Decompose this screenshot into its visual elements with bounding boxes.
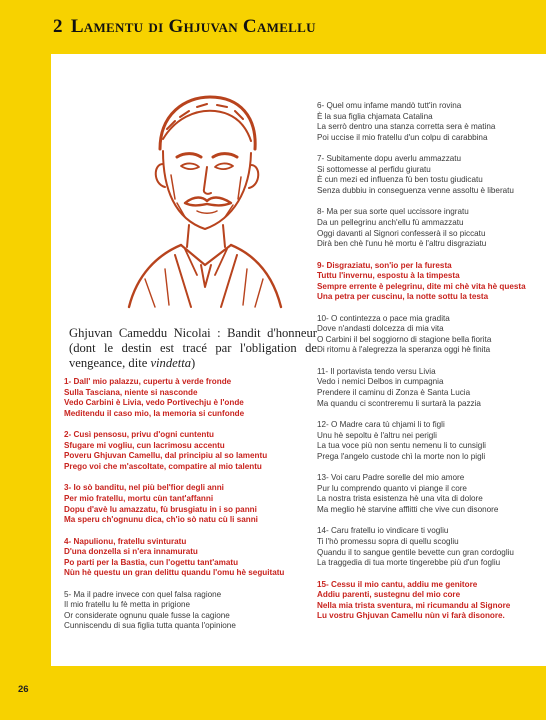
lyric-line: Si sottomesse al perfidu giuratu bbox=[317, 164, 431, 174]
lyric-line: Il mio fratellu lu fè metta in prigione bbox=[64, 600, 190, 610]
lyric-line: 2- Cusì pensosu, privu d'ogni cuntentu bbox=[64, 430, 214, 440]
lyric-line: La nostra trista esistenza hè una vita di dolore bbox=[317, 494, 483, 504]
lyric-line: Meditendu il caso mio, la memoria si cunfonde bbox=[64, 408, 245, 418]
lyric-line: Sempre errente è pelegrinu, dite mi chè vita hè questa bbox=[317, 281, 526, 291]
stanza bbox=[64, 377, 319, 419]
portrait-caption bbox=[69, 326, 317, 371]
caption-text-end: ) bbox=[191, 356, 196, 370]
lyric-line: 6- Quel omu infame mandò tutt'in rovina bbox=[317, 101, 462, 110]
lyric-line: Cunniscendu di sua figlia tutta quanta l'opinione bbox=[64, 621, 236, 631]
lyric-line: Prego voi che m'ascoltate, compatire al mio talentu bbox=[64, 461, 262, 471]
lyric-line: Per mio fratellu, mortu cùn tant'affanni bbox=[64, 493, 214, 503]
lyric-line: Dove n'andasti dolcezza di mia vita bbox=[317, 324, 444, 334]
lyric-line: Poveru Ghjuvan Camellu, dal principiu al so lamentu bbox=[64, 451, 268, 461]
lyrics-column-right bbox=[317, 101, 543, 633]
lyric-line: Vedo Carbini è Livia, vedo Portivechju è l'onde bbox=[64, 398, 244, 408]
lyric-line: La traggedia di tua morte tingerebbe più d'un fogliu bbox=[317, 558, 501, 568]
lyric-line: 10- O contintezza o pace mia gradita bbox=[317, 313, 450, 323]
stanza bbox=[317, 526, 543, 568]
lyric-line: La serrò dentro una stanza corretta sera è matina bbox=[317, 122, 496, 132]
lyric-line: Poi uccise il mio fratellu d'un colpu di carabbina bbox=[317, 132, 488, 142]
stanza bbox=[64, 590, 319, 632]
lyric-line: Nùn hè questu un gran delittu quandu l'omu hè seguitatu bbox=[64, 568, 285, 578]
lyric-line: Ma speru ch'ognunu dica, ch'io sò natu cù li sanni bbox=[64, 515, 258, 525]
stanza bbox=[317, 261, 543, 303]
lyric-line: La tua voce più non sentu nemenu li to cunsigli bbox=[317, 441, 486, 451]
lyric-line: Vedo i nemici Delbos in cumpagnia bbox=[317, 377, 444, 387]
lyric-line: Dirà ben chè l'unu hè mortu è l'altru disgraziatu bbox=[317, 239, 487, 249]
lyric-line: 12- O Madre cara tù chjami li to figli bbox=[317, 420, 445, 430]
lyric-line: 15- Cessu il mio cantu, addiu me genitore bbox=[317, 579, 478, 589]
song-title-text: Lamentu di Ghjuvan Camellu bbox=[70, 16, 316, 37]
portrait-sketch-icon bbox=[105, 79, 300, 309]
lyric-line: Prega l'angelo custode chì la morte non lo pigli bbox=[317, 451, 486, 461]
lyric-line: Senza dubbiu in conseguenza venne assoltu è liberatu bbox=[317, 185, 514, 195]
lyric-line: 5- Ma il padre invece con quel falsa ragione bbox=[64, 589, 222, 599]
page-title bbox=[53, 16, 316, 38]
lyric-line: D'una donzella si n'era innamuratu bbox=[64, 547, 198, 557]
caption-italic: vindetta bbox=[150, 356, 192, 370]
stanza bbox=[317, 473, 543, 515]
lyric-line: 3- Io sò banditu, nel più bel'fior degli anni bbox=[64, 483, 224, 493]
lyric-line: Sfugare mi vogliu, cun lacrimosu accentu bbox=[64, 440, 225, 450]
lyric-line: Dopu d'avè lu amazzatu, fù brusgiatu in i so panni bbox=[64, 504, 257, 514]
stanza bbox=[317, 367, 543, 409]
stanza bbox=[317, 101, 543, 143]
lyric-line: 7- Subitamente dopu averlu ammazzatu bbox=[317, 154, 462, 164]
stanza bbox=[317, 420, 543, 462]
stanza bbox=[317, 154, 543, 196]
stanza bbox=[64, 430, 319, 472]
lyric-line: Una petra per cuscinu, la notte sottu la testa bbox=[317, 292, 489, 302]
lyric-line: Or considerate ognunu quale fusse la cagione bbox=[64, 610, 230, 620]
page-content bbox=[51, 54, 546, 666]
lyric-line: Sulla Tasciana, niente si nasconde bbox=[64, 387, 198, 397]
title-bar bbox=[0, 0, 546, 54]
caption-text: Ghjuvan Cameddu Nicolai : Bandit d'honneur (dont le destin est tracé par l'obligation de vengeance, dite bbox=[69, 326, 317, 370]
lyric-line: Quandu il to sangue gentile bevette cun gran cordogliu bbox=[317, 547, 514, 557]
lyric-line: Ma quandu ci scontreremu li surtarà la pazzia bbox=[317, 398, 481, 408]
lyric-line: 11- Il portavista tendo versu Livia bbox=[317, 366, 436, 376]
lyric-line: Addiu parenti, sustegnu del mio core bbox=[317, 590, 461, 600]
page-number: 26 bbox=[18, 684, 29, 695]
lyric-line: Pur lu comprendo quanto vi piange il core bbox=[317, 483, 467, 493]
lyric-line: 9- Disgraziatu, son'io per la furesta bbox=[317, 260, 452, 270]
lyric-line: Tuttu l'invernu, espostu à la timpesta bbox=[317, 271, 460, 281]
lyric-line: Di ritornu à l'alegrezza la speranza oggi hè finita bbox=[317, 345, 491, 355]
lyric-line: 4- Napulionu, fratellu svinturatu bbox=[64, 536, 187, 546]
lyric-line: Ti l'hò promessu sopra di quellu scogliu bbox=[317, 536, 459, 546]
lyric-line: 1- Dall' mio palazzu, cupertu à verde fronde bbox=[64, 377, 232, 386]
lyric-line: Po parti per la Bastia, cun l'ogettu tant'amatu bbox=[64, 557, 239, 567]
lyric-line: È la sua figlia chjamata Catalina bbox=[317, 111, 433, 121]
stanza bbox=[317, 207, 543, 249]
lyric-line: È cun mezi ed influenza fù ben tostu giudicatu bbox=[317, 175, 483, 185]
lyric-line: Lu vostru Ghjuvan Camellu nùn vi farà disonore. bbox=[317, 611, 505, 621]
lyric-line: Prendere il caminu di Zonza è Santa Lucia bbox=[317, 388, 471, 398]
stanza bbox=[317, 314, 543, 356]
lyric-line: O Carbini il bel soggiorno di stagione bella fiorita bbox=[317, 334, 492, 344]
lyric-line: 8- Ma per sua sorte quel uccissore ingratu bbox=[317, 207, 469, 217]
lyric-line: Oggi davanti al Signori confesserà il so piccatu bbox=[317, 228, 486, 238]
lyric-line: 14- Caru fratellu io vindicare ti vogliu bbox=[317, 526, 449, 536]
lyrics-column-left bbox=[64, 377, 319, 643]
lyric-line: 13- Voi caru Padre sorelle del mio amore bbox=[317, 473, 465, 483]
lyric-line: Nella mia trista sventura, mi ricumandu al Signore bbox=[317, 600, 511, 610]
lyric-line: Ma meglio hè starvine afflitti che vive cun disonore bbox=[317, 504, 499, 514]
song-number: 2 bbox=[53, 16, 63, 37]
lyric-line: Unu hè sepoltu è l'altru nei perigli bbox=[317, 430, 437, 440]
stanza bbox=[317, 580, 543, 622]
stanza bbox=[64, 537, 319, 579]
stanza bbox=[64, 483, 319, 525]
lyric-line: Da un pellegrinu anch'ellu fù ammazzatu bbox=[317, 217, 464, 227]
